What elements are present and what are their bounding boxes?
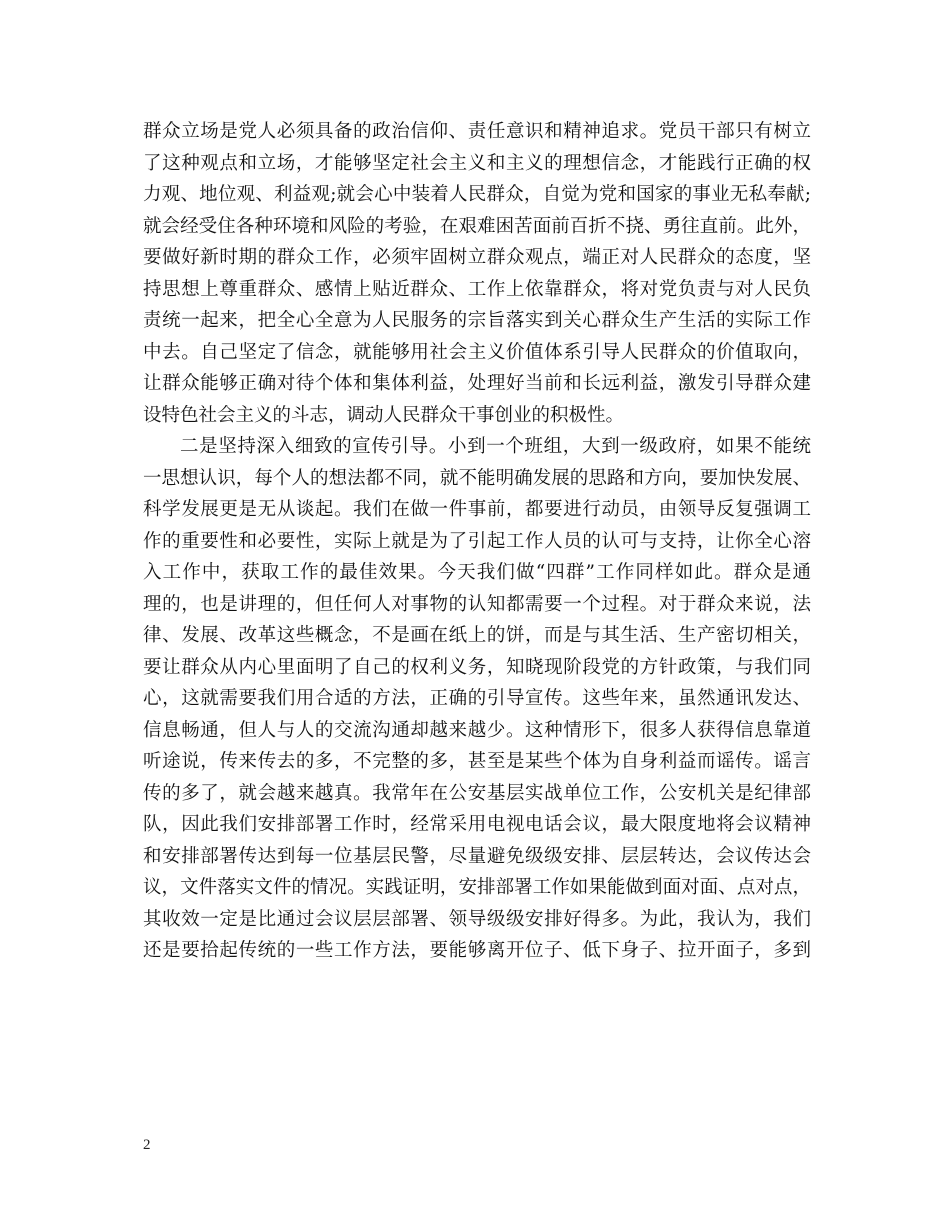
page-number: 2 [143,1137,151,1153]
text-line: 作的重要性和必要性，实际上就是为了引起工作人员的认可与支持，让你全心溶 [143,530,811,552]
text-line: 信息畅通，但人与人的交流沟通却越来越少。这种情形下，很多人获得信息靠道 [143,719,811,741]
text-line: 听途说，传来传去的多，不完整的多，甚至是某些个体为自身利益而谣传。谣言 [143,751,811,772]
text-line: 了这种观点和立场，才能够坚定社会主义和主义的理想信念，才能践行正确的权 [143,152,811,174]
text-line: 科学发展更是无从谈起。我们在做一件事前，都要进行动员，由领导反复强调工 [143,499,811,520]
text-line: 二是坚持深入细致的宣传引导。小到一个班组，大到一级政府，如果不能统 [180,436,811,457]
text-line: 责统一起来，把全心全意为人民服务的宗旨落实到关心群众生产生活的实际工作 [143,310,811,331]
text-line: 理的，也是讲理的，但任何人对事物的认知都需要一个过程。对于群众来说，法 [143,593,811,615]
text-line: 中去。自己坚定了信念，就能够用社会主义价值体系引导人民群众的价值取向， [143,341,811,363]
text-line: 和安排部署传达到每一位基层民警，尽量避免级级安排、层层转达，会议传达会 [143,845,811,867]
text-line: 队，因此我们安排部署工作时，经常采用电视电话会议，最大限度地将会议精神 [143,814,811,835]
text-line: 议，文件落实文件的情况。实践证明，安排部署工作如果能做到面对面、点对点， [143,877,811,898]
text-line: 要让群众从内心里面明了自己的权利义务，知晓现阶段党的方针政策，与我们同 [143,656,811,678]
text-line: 群众立场是党人必须具备的政治信仰、责任意识和精神追求。党员干部只有树立 [143,121,811,142]
text-line: 其收效一定是比通过会议层层部署、领导级级安排好得多。为此，我认为，我们 [143,908,811,930]
body-text [143,116,811,967]
text-line: 就会经受住各种环境和风险的考验，在艰难困苦面前百折不挠、勇往直前。此外， [143,215,811,237]
text-line: 心，这就需要我们用合适的方法，正确的引导宣传。这些年来，虽然通讯发达、 [143,688,811,709]
text-line: 入工作中，获取工作的最佳效果。今天我们做“四群”工作同样如此。群众是通 [143,562,811,583]
text-line: 力观、地位观、利益观;就会心中装着人民群众，自觉为党和国家的事业无私奉献; [143,184,811,205]
text-line: 一思想认识，每个人的想法都不同，就不能明确发展的思路和方向，要加快发展、 [143,467,811,489]
text-line: 让群众能够正确对待个体和集体利益，处理好当前和长远利益，激发引导群众建 [143,373,811,394]
text-line: 设特色社会主义的斗志，调动人民群众干事创业的积极性。 [143,404,625,426]
text-line: 还是要拾起传统的一些工作方法，要能够离开位子、低下身子、拉开面子，多到 [143,940,811,961]
text-line: 持思想上尊重群众、感情上贴近群众、工作上依靠群众，将对党负责与对人民负 [143,278,811,300]
text-line: 律、发展、改革这些概念，不是画在纸上的饼，而是与其生活、生产密切相关， [143,625,811,646]
text-line: 要做好新时期的群众工作，必须牢固树立群众观点，端正对人民群众的态度，坚 [143,247,811,268]
text-line: 传的多了，就会越来越真。我常年在公安基层实战单位工作，公安机关是纪律部 [143,782,811,804]
